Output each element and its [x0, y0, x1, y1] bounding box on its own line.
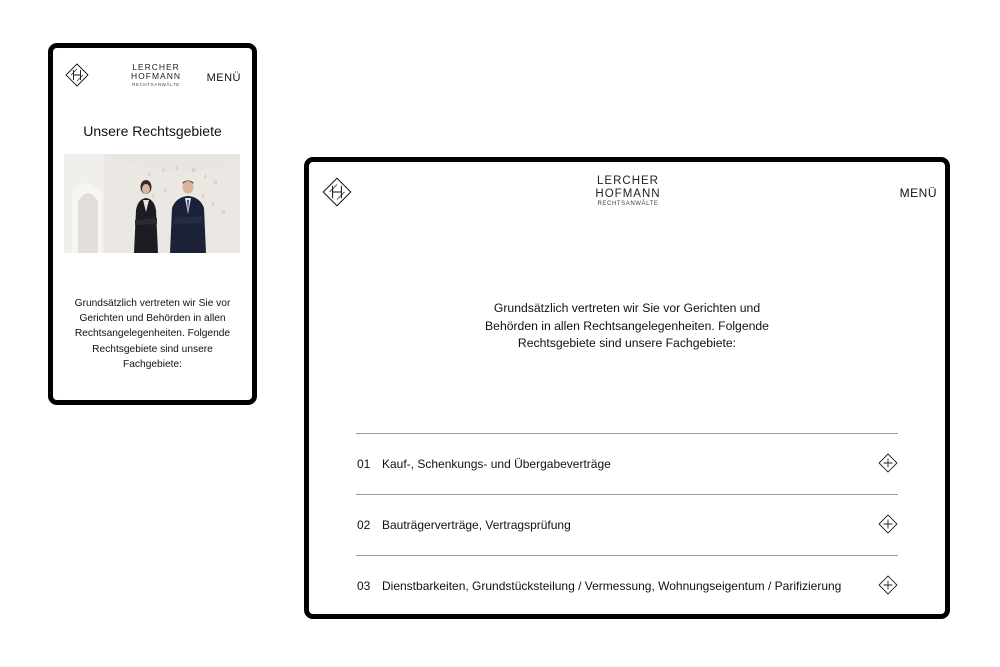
svg-text:R: R	[202, 194, 205, 199]
svg-text:H: H	[148, 172, 152, 177]
menu-button[interactable]: MENÜ	[899, 186, 937, 200]
brand-tagline: RECHTSANWÄLTE	[132, 82, 180, 87]
intro-text: Grundsätzlich vertreten wir Sie vor Gerichten und Behörden in allen Rechtsangelegenheiten. Folgende Rechtsgebiete sind unsere Fachgebiete:	[485, 301, 769, 350]
logo-monogram-icon[interactable]	[322, 177, 352, 207]
svg-text:C: C	[152, 194, 155, 199]
plus-diamond-icon[interactable]	[878, 453, 898, 473]
svg-text:N: N	[214, 180, 217, 185]
brand-line-1: LERCHER	[132, 62, 180, 72]
plus-diamond-icon[interactable]	[878, 514, 898, 534]
brand-wordmark[interactable]	[587, 175, 669, 207]
intro-text: Grundsätzlich vertreten wir Sie vor Gerichten und Behörden in allen Rechtsangelegenheiten. Folgende Rechtsgebiete sind unsere Fachgebiete:	[74, 298, 231, 370]
mobile-device-frame	[48, 43, 257, 405]
brand-wordmark[interactable]	[123, 63, 189, 88]
practice-area-label: Kauf-, Schenkungs- und Übergabeverträge	[382, 457, 611, 471]
logo-monogram-icon[interactable]	[65, 63, 89, 87]
brand-line-1: LERCHER	[597, 175, 659, 187]
svg-text:O: O	[162, 168, 166, 173]
brand-line-2: HOFMANN	[595, 187, 661, 200]
page-title: Unsere Rechtsgebiete	[83, 123, 222, 139]
brand-tagline: RECHTSANWÄLTE	[597, 201, 659, 207]
practice-area-item[interactable]	[356, 556, 898, 617]
svg-text:H: H	[164, 188, 168, 193]
practice-area-number: 01	[357, 457, 371, 471]
practice-area-list	[356, 433, 898, 617]
brand-line-2: HOFMANN	[131, 71, 181, 81]
svg-text:M: M	[192, 168, 196, 173]
practice-area-number: 02	[357, 518, 371, 532]
hero-image	[64, 154, 240, 253]
plus-diamond-icon[interactable]	[878, 575, 898, 595]
practice-area-label: Bauträgerverträge, Vertragsprüfung	[382, 518, 571, 532]
svg-text:E: E	[212, 202, 215, 207]
svg-text:N: N	[222, 210, 225, 215]
menu-button[interactable]: MENÜ	[206, 72, 241, 84]
practice-area-item[interactable]	[356, 495, 898, 556]
tablet-device-frame	[304, 157, 950, 619]
svg-text:A: A	[204, 174, 207, 179]
practice-area-label: Dienstbarkeiten, Grundstücksteilung / Vermessung, Wohnungseigentum / Parifizierung	[382, 579, 842, 593]
svg-text:F: F	[176, 166, 179, 171]
practice-area-item[interactable]	[356, 434, 898, 495]
practice-area-number: 03	[357, 579, 371, 593]
